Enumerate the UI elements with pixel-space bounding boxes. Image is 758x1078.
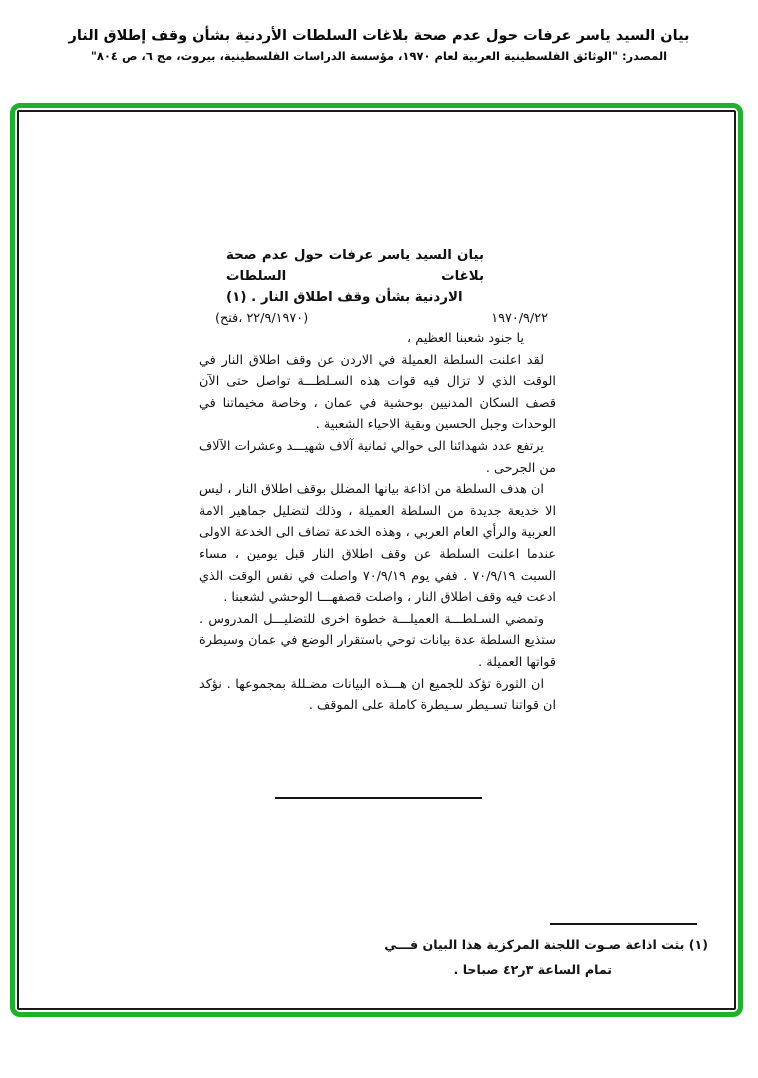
footnote-line2: تمام الساعة ٣ر٤٢ صباحا .: [453, 962, 612, 977]
paragraph-3: ان هدف السلطة من اذاعة بيانها المضلل بوقف اطلاق النار ، ليس الا خديعة جديدة من السلطة العميلة ، وذلك لتضليل جماهير الامة العربية والرأي العام العربي ، وهذه الخدعة تضاف الى الخدعة الاولى عندما اعلنت السلطة عن وقف اطلاق النار قبل يومين ، مساء السبت ٧٠/٩/١٩ . ففي يوم ٧٠/٩/١٩ واصلت في نفس الوقت الذي ادعت فيه وقف اطلاق النار ، واصلت قصفهـــا الوحشي لشعبنا .: [199, 482, 556, 606]
document-title-line2: الاردنية بشأن وقف اطلاق النار . (١): [226, 290, 463, 305]
paragraph-1: لقد اعلنت السلطة العميلة في الاردن عن وقف اطلاق النار في الوقت الذي لا تزال فيه قوات هذه السـلطـــة تواصل حتى الآن قصف السكان المدنيين بوحشية في عمان ، وخاصة مخيماتنا في الوحدات وجبل الحسين وبقية الاحياء الشعبية .: [199, 352, 556, 433]
document-title-line1: بيان السيد ياسر عرفات حول عدم صحة بلاغات السلطات: [226, 248, 484, 284]
document-date: ١٩٧٠/٩/٢٢: [491, 310, 548, 326]
separator-line: [275, 797, 482, 799]
page-header: [0, 28, 758, 63]
green-frame: [10, 103, 743, 1017]
date-row: [215, 308, 548, 328]
source-citation: المصدر: "الوثائق الفلسطينية العربية لعام ١٩٧٠، مؤسسة الدراسات الفلسطينية، بيروت، مج ٦، ص ٨٠٤": [90, 49, 668, 63]
paragraph-5: ان الثورة تؤكد للجميع ان هـــذه البيانات مضـللة بمجموعها . نؤكد ان قواتنا تسـيطر سـيطرة كاملة على الموقف .: [199, 676, 556, 714]
paragraph-4: وتمضي السـلطـــة العميلـــة خطوة اخرى للتضليـــل المدروس . ستذيع السلطة عدة بيانات توحي باستقرار الوضع في عمان وسيطرة قواتها العميلة .: [199, 611, 556, 670]
document-page: [17, 110, 736, 1010]
document-body: [199, 328, 556, 717]
document-title: [226, 245, 484, 308]
page-title: بيان السيد ياسر عرفات حول عدم صحة بلاغات السلطات الأردنية بشأن وقف إطلاق النار: [68, 28, 690, 44]
paragraph-2: يرتفع عدد شهدائنا الى حوالي ثمانية آلاف شهيـــد وعشرات الآلاف من الجرحى .: [199, 438, 556, 476]
salutation-line: يا جنود شعبنا العظيم ،: [407, 331, 524, 346]
footnote-rule: [550, 923, 697, 925]
footnote-line1: (١) بثت اذاعة صـوت اللجنة المركزية هذا البيان فـــي: [384, 937, 708, 952]
attribution-fatah: (٢٢/٩/١٩٧٠ ،فتح): [215, 310, 309, 326]
footnote: [362, 932, 708, 982]
